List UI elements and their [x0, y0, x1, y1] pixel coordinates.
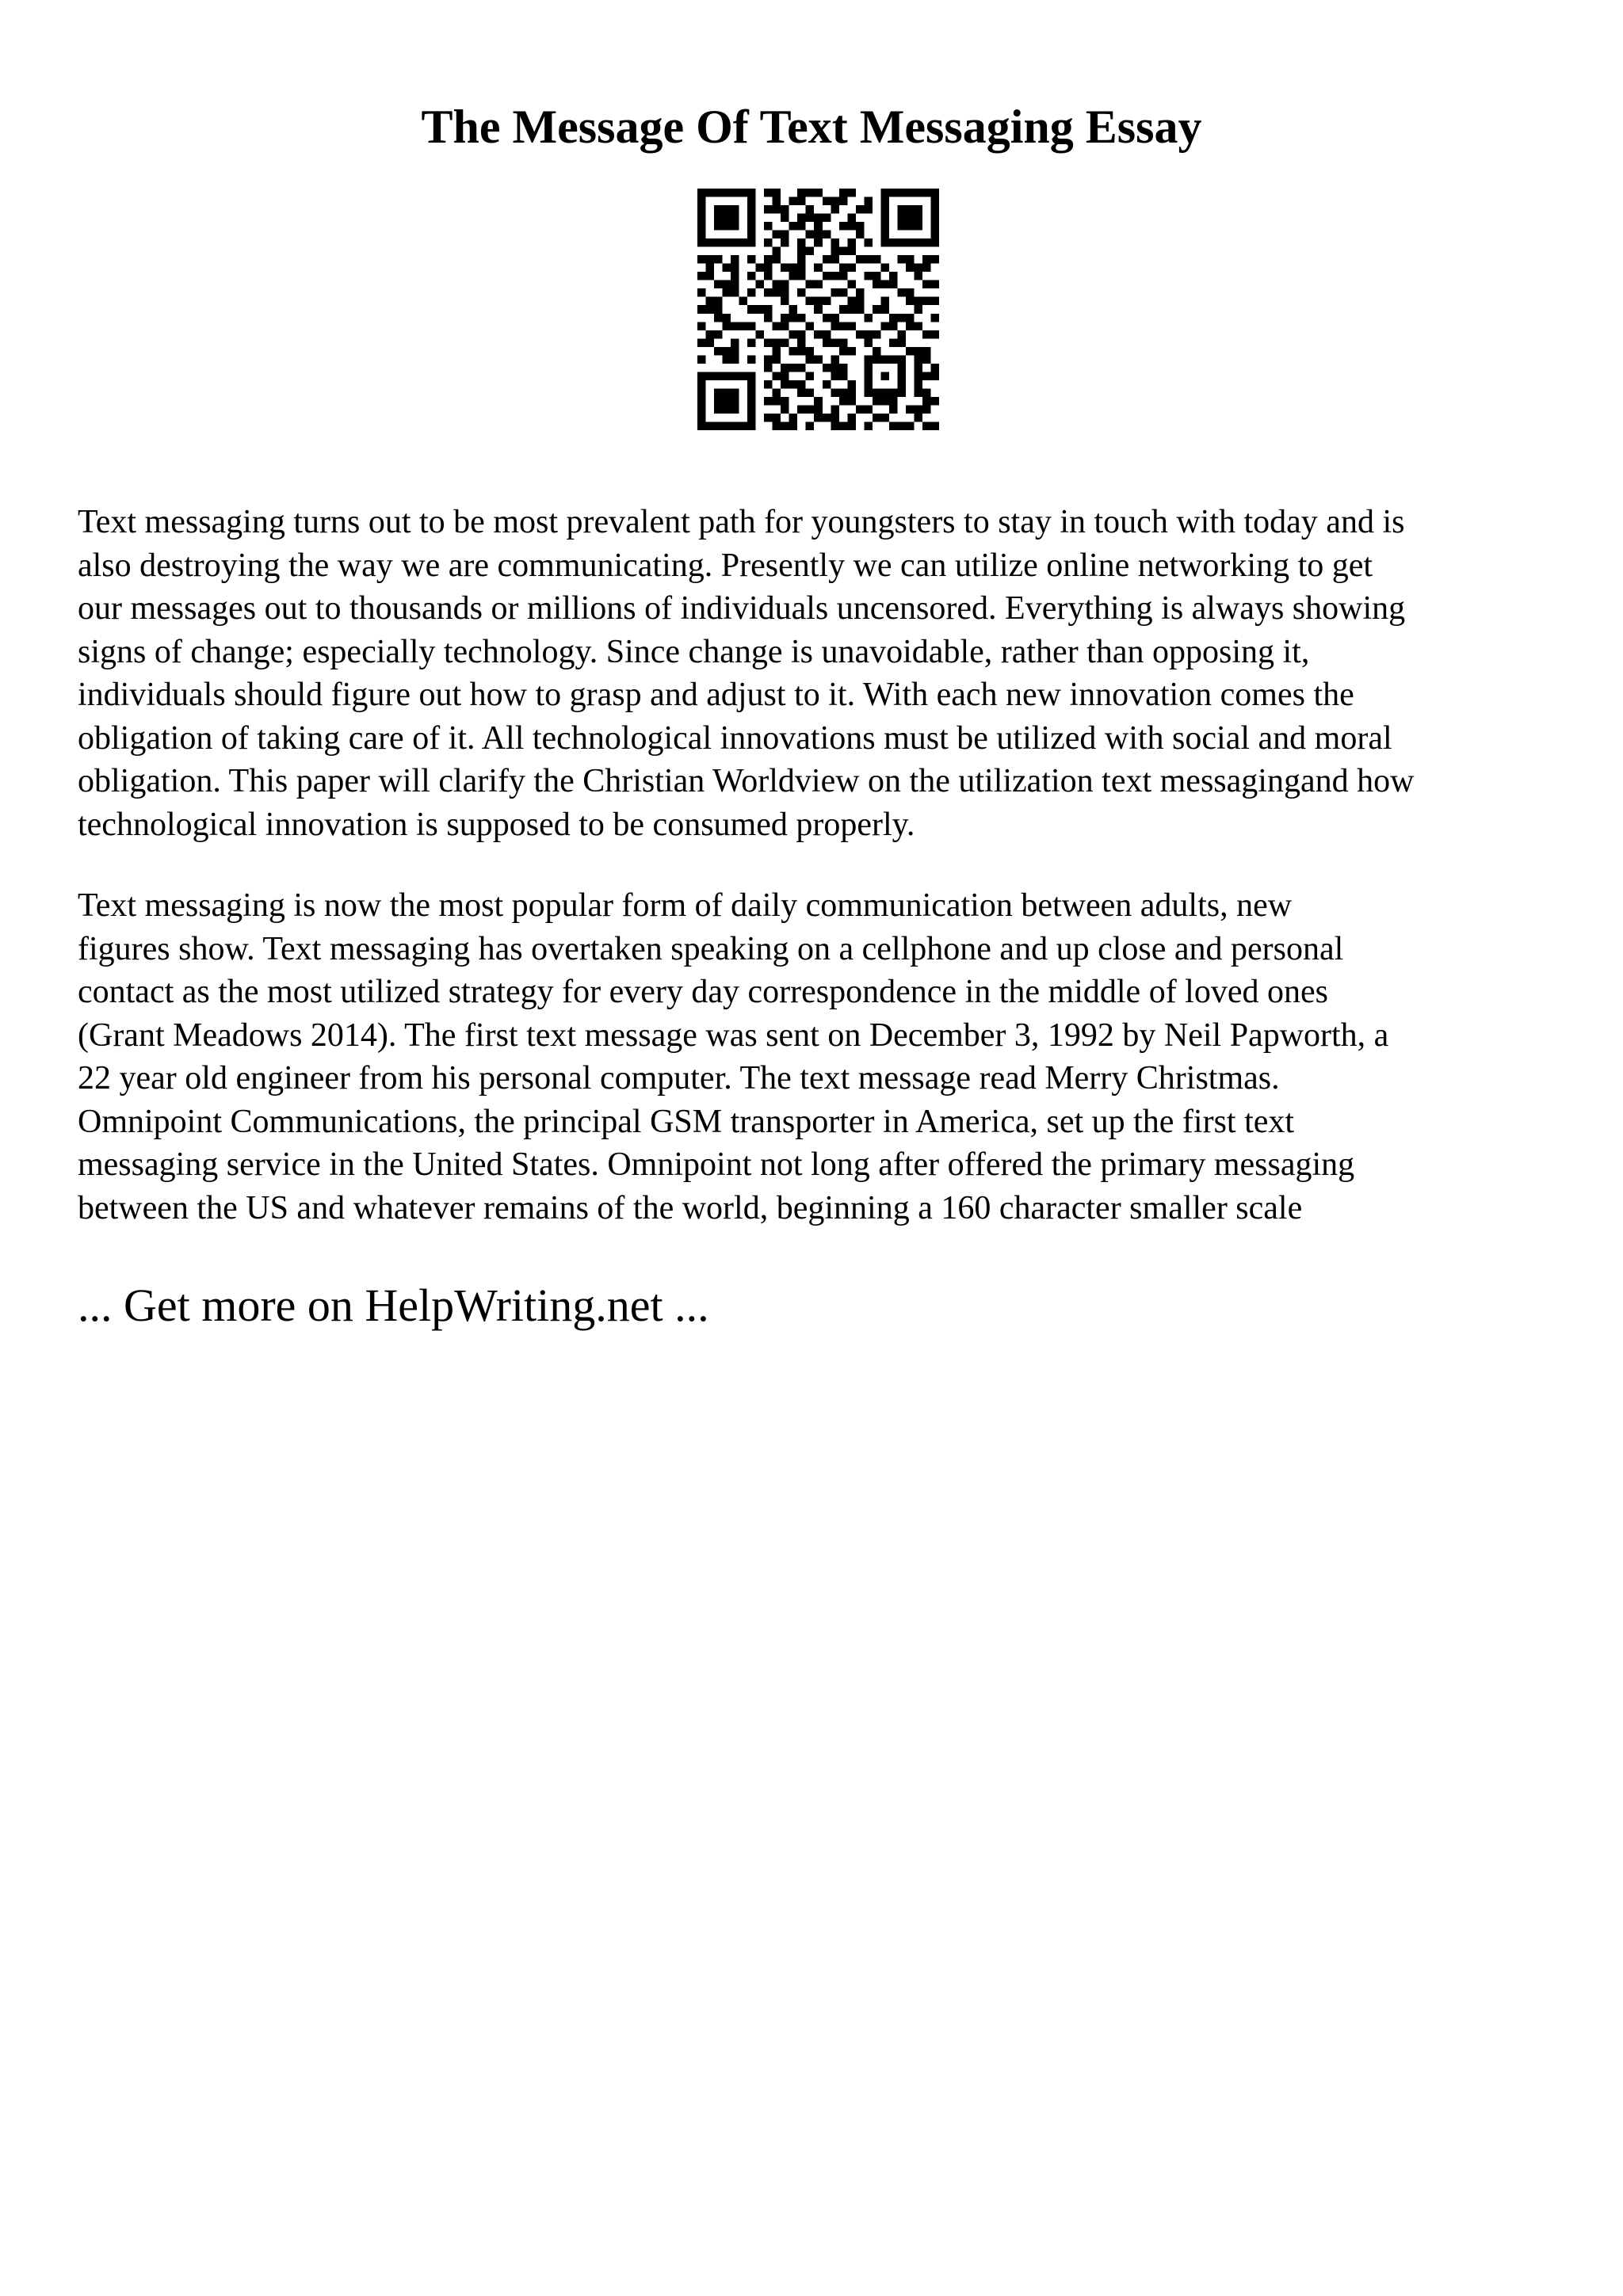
document-title: The Message Of Text Messaging Essay [421, 101, 1202, 153]
body-paragraph-1: Text messaging turns out to be most prevalent path for youngsters to stay in touch with today and is also destroying the way we are communicating. Presently we can utilize online networking to get our messages out to thousands or millions of individuals uncensored. Everything is always showing signs of change; especially technology. Since change is unavoidable, rather than opposing it, individuals should figure out how to grasp and adjust to it. With each new innovation comes the obligation of taking care of it. All technological innovations must be utilized with social and moral obligation. This paper will clarify the Christian Worldview on the utilization text messagingand how technological innovation is supposed to be consumed properly. [78, 504, 1415, 843]
qr-code-icon [697, 189, 939, 430]
body-paragraph-2: Text messaging is now the most popular form of daily communication between adults, new figures show. Text messaging has overtaken speaking on a cellphone and up close and personal contact as the most utilized strategy for every day correspondence in the middle of loved ones (Grant Meadows 2014). The first text message was sent on December 3, 1992 by Neil Papworth, a 22 year old engineer from his personal computer. The text message read Merry Christmas. Omnipoint Communications, the principal GSM transporter in America, set up the first text messaging service in the United States. Omnipoint not long after offered the primary messaging between the US and whatever remains of the world, beginning a 160 character smaller scale [78, 887, 1389, 1226]
get-more-link[interactable]: ... Get more on HelpWriting.net ... [78, 1280, 709, 1331]
